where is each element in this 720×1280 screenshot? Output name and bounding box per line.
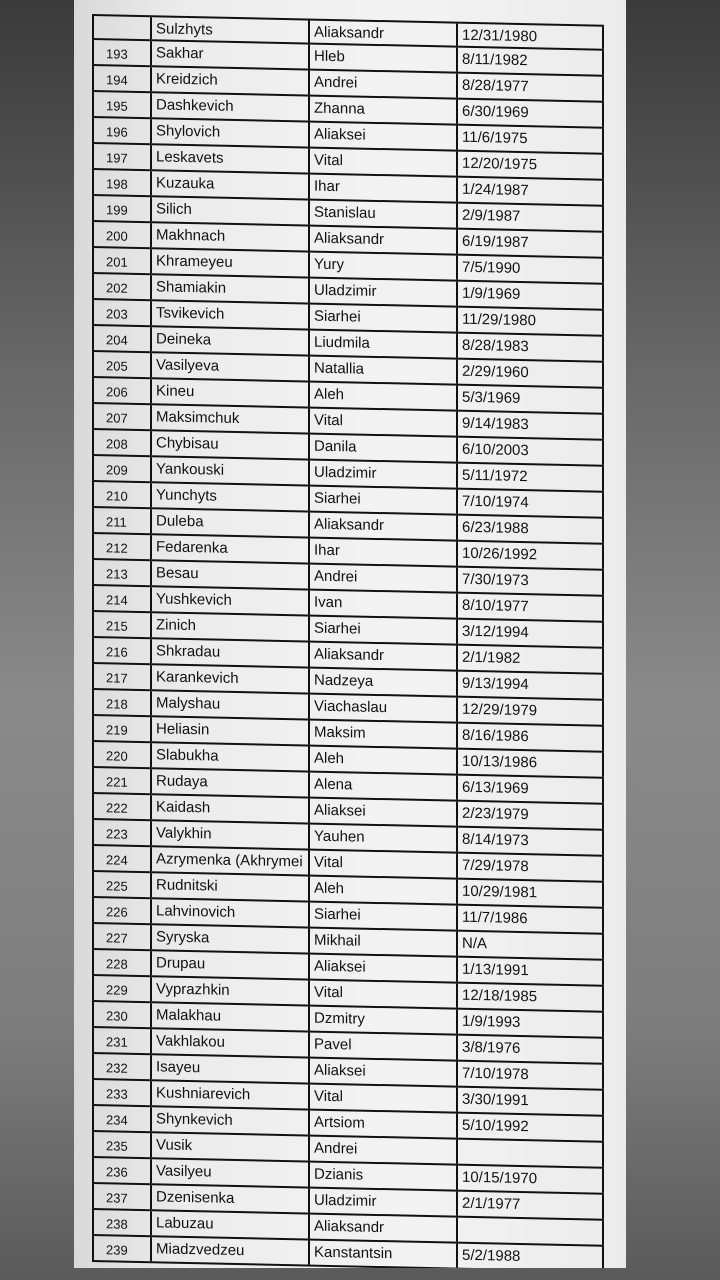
first-name-cell: Ivan <box>308 591 456 618</box>
birth-date-cell: 11/6/1975 <box>456 126 604 153</box>
birth-date-cell: 7/5/1990 <box>456 256 604 283</box>
last-name-cell: Silich <box>150 197 308 224</box>
last-name-cell: Makhnach <box>150 223 308 250</box>
last-name-cell: Rudnitski <box>150 873 308 900</box>
row-number-cell: 195 <box>92 92 150 117</box>
last-name-cell: Kushniarevich <box>150 1081 308 1108</box>
birth-date-cell: 12/31/1980 <box>456 24 604 49</box>
birth-date-cell: 9/14/1983 <box>456 412 604 439</box>
first-name-cell: Aliaksandr <box>308 21 456 46</box>
birth-date-cell: 6/23/1988 <box>456 516 604 543</box>
first-name-cell: Vital <box>308 149 456 176</box>
last-name-cell: Maksimchuk <box>150 405 308 432</box>
last-name-cell: Vyprazhkin <box>150 977 308 1004</box>
last-name-cell: Lahvinovich <box>150 899 308 926</box>
row-number-cell: 228 <box>92 950 150 975</box>
first-name-cell: Vital <box>308 981 456 1008</box>
birth-date-cell: 2/29/1960 <box>456 360 604 387</box>
first-name-cell: Siarhei <box>308 617 456 644</box>
first-name-cell: Vital <box>308 409 456 436</box>
row-number-cell: 196 <box>92 118 150 143</box>
birth-date-cell: 2/1/1982 <box>456 646 604 673</box>
birth-date-cell: 10/15/1970 <box>456 1166 604 1193</box>
first-name-cell: Uladzimir <box>308 279 456 306</box>
birth-date-cell: 12/20/1975 <box>456 152 604 179</box>
birth-date-cell: 7/29/1978 <box>456 854 604 881</box>
birth-date-cell: 8/16/1986 <box>456 724 604 751</box>
first-name-cell: Danila <box>308 435 456 462</box>
first-name-cell: Vital <box>308 1085 456 1112</box>
birth-date-cell: 1/13/1991 <box>456 958 604 985</box>
row-number-cell: 239 <box>92 1236 150 1261</box>
birth-date-cell: 6/30/1969 <box>456 100 604 127</box>
last-name-cell: Labuzau <box>150 1211 308 1238</box>
birth-date-cell <box>456 1218 604 1245</box>
row-number-cell: 220 <box>92 742 150 767</box>
last-name-cell: Zinich <box>150 613 308 640</box>
row-number-cell: 231 <box>92 1028 150 1053</box>
birth-date-cell: 12/29/1979 <box>456 698 604 725</box>
row-number-cell: 204 <box>92 326 150 351</box>
row-number-cell: 226 <box>92 898 150 923</box>
last-name-cell: Sakhar <box>150 41 308 68</box>
first-name-cell: Aliaksandr <box>308 227 456 254</box>
birth-date-cell: N/A <box>456 932 604 959</box>
birth-date-cell: 9/13/1994 <box>456 672 604 699</box>
birth-date-cell: 11/7/1986 <box>456 906 604 933</box>
last-name-cell: Dzenisenka <box>150 1185 308 1212</box>
last-name-cell: Drupau <box>150 951 308 978</box>
first-name-cell: Mikhail <box>308 929 456 956</box>
birth-date-cell: 5/2/1988 <box>456 1244 604 1268</box>
last-name-cell: Isayeu <box>150 1055 308 1082</box>
first-name-cell: Uladzimir <box>308 1189 456 1216</box>
birth-date-cell: 2/1/1977 <box>456 1192 604 1219</box>
row-number-cell: 202 <box>92 274 150 299</box>
first-name-cell: Liudmila <box>308 331 456 358</box>
row-number-cell: 215 <box>92 612 150 637</box>
last-name-cell: Shynkevich <box>150 1107 308 1134</box>
first-name-cell: Aliaksei <box>308 799 456 826</box>
last-name-cell: Malyshau <box>150 691 308 718</box>
row-number-cell: 236 <box>92 1158 150 1183</box>
first-name-cell: Nadzeya <box>308 669 456 696</box>
last-name-cell: Tsvikevich <box>150 301 308 328</box>
row-number-cell: 203 <box>92 300 150 325</box>
first-name-cell: Yury <box>308 253 456 280</box>
first-name-cell: Siarhei <box>308 305 456 332</box>
birth-date-cell: 7/10/1978 <box>456 1062 604 1089</box>
birth-date-cell: 12/18/1985 <box>456 984 604 1011</box>
last-name-cell: Shkradau <box>150 639 308 666</box>
first-name-cell: Aliaksei <box>308 1059 456 1086</box>
last-name-cell: Kaidash <box>150 795 308 822</box>
first-name-cell: Andrei <box>308 565 456 592</box>
row-number-cell: 229 <box>92 976 150 1001</box>
birth-date-cell: 3/12/1994 <box>456 620 604 647</box>
last-name-cell: Miadzvedzeu <box>150 1237 308 1264</box>
row-number-cell: 233 <box>92 1080 150 1105</box>
last-name-cell: Yunchyts <box>150 483 308 510</box>
row-number-cell: 224 <box>92 846 150 871</box>
birth-date-cell: 3/30/1991 <box>456 1088 604 1115</box>
names-table <box>92 14 604 1268</box>
birth-date-cell: 1/9/1993 <box>456 1010 604 1037</box>
last-name-cell: Karankevich <box>150 665 308 692</box>
birth-date-cell: 5/3/1969 <box>456 386 604 413</box>
first-name-cell: Maksim <box>308 721 456 748</box>
last-name-cell: Slabukha <box>150 743 308 770</box>
first-name-cell: Dzianis <box>308 1163 456 1190</box>
row-number-cell: 230 <box>92 1002 150 1027</box>
last-name-cell: Rudaya <box>150 769 308 796</box>
first-name-cell: Kanstantsin <box>308 1241 456 1268</box>
first-name-cell: Siarhei <box>308 487 456 514</box>
row-number-cell: 214 <box>92 586 150 611</box>
birth-date-cell: 6/13/1969 <box>456 776 604 803</box>
row-number-cell: 232 <box>92 1054 150 1079</box>
row-number-cell: 216 <box>92 638 150 663</box>
row-number-cell: 225 <box>92 872 150 897</box>
first-name-cell: Artsiom <box>308 1111 456 1138</box>
row-number-cell: 207 <box>92 404 150 429</box>
row-number-cell: 205 <box>92 352 150 377</box>
row-number-cell: 219 <box>92 716 150 741</box>
birth-date-cell: 5/11/1972 <box>456 464 604 491</box>
first-name-cell: Stanislau <box>308 201 456 228</box>
last-name-cell: Valykhin <box>150 821 308 848</box>
row-number-cell: 217 <box>92 664 150 689</box>
first-name-cell: Aleh <box>308 383 456 410</box>
last-name-cell: Heliasin <box>150 717 308 744</box>
row-number-cell: 238 <box>92 1210 150 1235</box>
row-number-cell: 194 <box>92 66 150 91</box>
last-name-cell: Dashkevich <box>150 93 308 120</box>
first-name-cell: Zhanna <box>308 97 456 124</box>
row-number-cell: 227 <box>92 924 150 949</box>
first-name-cell: Aliaksandr <box>308 513 456 540</box>
last-name-cell: Khrameyeu <box>150 249 308 276</box>
first-name-cell: Aliaksandr <box>308 1215 456 1242</box>
row-number-cell: 208 <box>92 430 150 455</box>
birth-date-cell: 1/24/1987 <box>456 178 604 205</box>
first-name-cell: Alena <box>308 773 456 800</box>
row-number-cell: 222 <box>92 794 150 819</box>
birth-date-cell: 8/14/1973 <box>456 828 604 855</box>
birth-date-cell: 1/9/1969 <box>456 282 604 309</box>
last-name-cell: Syryska <box>150 925 308 952</box>
birth-date-cell: 2/9/1987 <box>456 204 604 231</box>
last-name-cell: Vasilyeva <box>150 353 308 380</box>
row-number-cell: 221 <box>92 768 150 793</box>
first-name-cell: Andrei <box>308 1137 456 1164</box>
birth-date-cell: 8/28/1983 <box>456 334 604 361</box>
birth-date-cell: 7/10/1974 <box>456 490 604 517</box>
first-name-cell: Viachaslau <box>308 695 456 722</box>
first-name-cell: Ihar <box>308 539 456 566</box>
row-number-cell: 201 <box>92 248 150 273</box>
birth-date-cell: 11/29/1980 <box>456 308 604 335</box>
last-name-cell: Malakhau <box>150 1003 308 1030</box>
row-number-cell <box>92 16 150 39</box>
birth-date-cell: 10/26/1992 <box>456 542 604 569</box>
row-number-cell: 200 <box>92 222 150 247</box>
row-number-cell: 213 <box>92 560 150 585</box>
birth-date-cell: 6/19/1987 <box>456 230 604 257</box>
last-name-cell: Fedarenka <box>150 535 308 562</box>
birth-date-cell: 10/13/1986 <box>456 750 604 777</box>
first-name-cell: Aleh <box>308 877 456 904</box>
birth-date-cell: 8/11/1982 <box>456 48 604 75</box>
last-name-cell: Besau <box>150 561 308 588</box>
row-number-cell: 223 <box>92 820 150 845</box>
birth-date-cell: 8/10/1977 <box>456 594 604 621</box>
last-name-cell: Kuzauka <box>150 171 308 198</box>
birth-date-cell: 2/23/1979 <box>456 802 604 829</box>
first-name-cell: Hleb <box>308 45 456 72</box>
first-name-cell: Pavel <box>308 1033 456 1060</box>
birth-date-cell <box>456 1140 604 1167</box>
first-name-cell: Vital <box>308 851 456 878</box>
row-number-cell: 198 <box>92 170 150 195</box>
first-name-cell: Dzmitry <box>308 1007 456 1034</box>
first-name-cell: Aliaksandr <box>308 643 456 670</box>
row-number-cell: 235 <box>92 1132 150 1157</box>
first-name-cell: Aliaksei <box>308 955 456 982</box>
row-number-cell: 210 <box>92 482 150 507</box>
last-name-cell: Kreidzich <box>150 67 308 94</box>
last-name-cell: Deineka <box>150 327 308 354</box>
last-name-cell: Duleba <box>150 509 308 536</box>
first-name-cell: Aleh <box>308 747 456 774</box>
birth-date-cell: 8/28/1977 <box>456 74 604 101</box>
last-name-cell: Sulzhyts <box>150 17 308 42</box>
row-number-cell: 211 <box>92 508 150 533</box>
row-number-cell: 193 <box>92 40 150 65</box>
last-name-cell: Yushkevich <box>150 587 308 614</box>
last-name-cell: Yankouski <box>150 457 308 484</box>
first-name-cell: Ihar <box>308 175 456 202</box>
birth-date-cell: 10/29/1981 <box>456 880 604 907</box>
last-name-cell: Shamiakin <box>150 275 308 302</box>
row-number-cell: 212 <box>92 534 150 559</box>
first-name-cell: Andrei <box>308 71 456 98</box>
last-name-cell: Chybisau <box>150 431 308 458</box>
row-number-cell: 234 <box>92 1106 150 1131</box>
row-number-cell: 199 <box>92 196 150 221</box>
row-number-cell: 197 <box>92 144 150 169</box>
birth-date-cell: 7/30/1973 <box>456 568 604 595</box>
last-name-cell: Shylovich <box>150 119 308 146</box>
last-name-cell: Vusik <box>150 1133 308 1160</box>
birth-date-cell: 5/10/1992 <box>456 1114 604 1141</box>
birth-date-cell: 6/10/2003 <box>456 438 604 465</box>
first-name-cell: Aliaksei <box>308 123 456 150</box>
last-name-cell: Azrymenka (Akhrymei <box>150 847 308 874</box>
last-name-cell: Leskavets <box>150 145 308 172</box>
row-number-cell: 218 <box>92 690 150 715</box>
first-name-cell: Yauhen <box>308 825 456 852</box>
first-name-cell: Siarhei <box>308 903 456 930</box>
first-name-cell: Uladzimir <box>308 461 456 488</box>
document-page <box>74 0 626 1268</box>
last-name-cell: Vakhlakou <box>150 1029 308 1056</box>
last-name-cell: Kineu <box>150 379 308 406</box>
first-name-cell: Natallia <box>308 357 456 384</box>
row-number-cell: 206 <box>92 378 150 403</box>
row-number-cell: 209 <box>92 456 150 481</box>
last-name-cell: Vasilyeu <box>150 1159 308 1186</box>
row-number-cell: 237 <box>92 1184 150 1209</box>
birth-date-cell: 3/8/1976 <box>456 1036 604 1063</box>
